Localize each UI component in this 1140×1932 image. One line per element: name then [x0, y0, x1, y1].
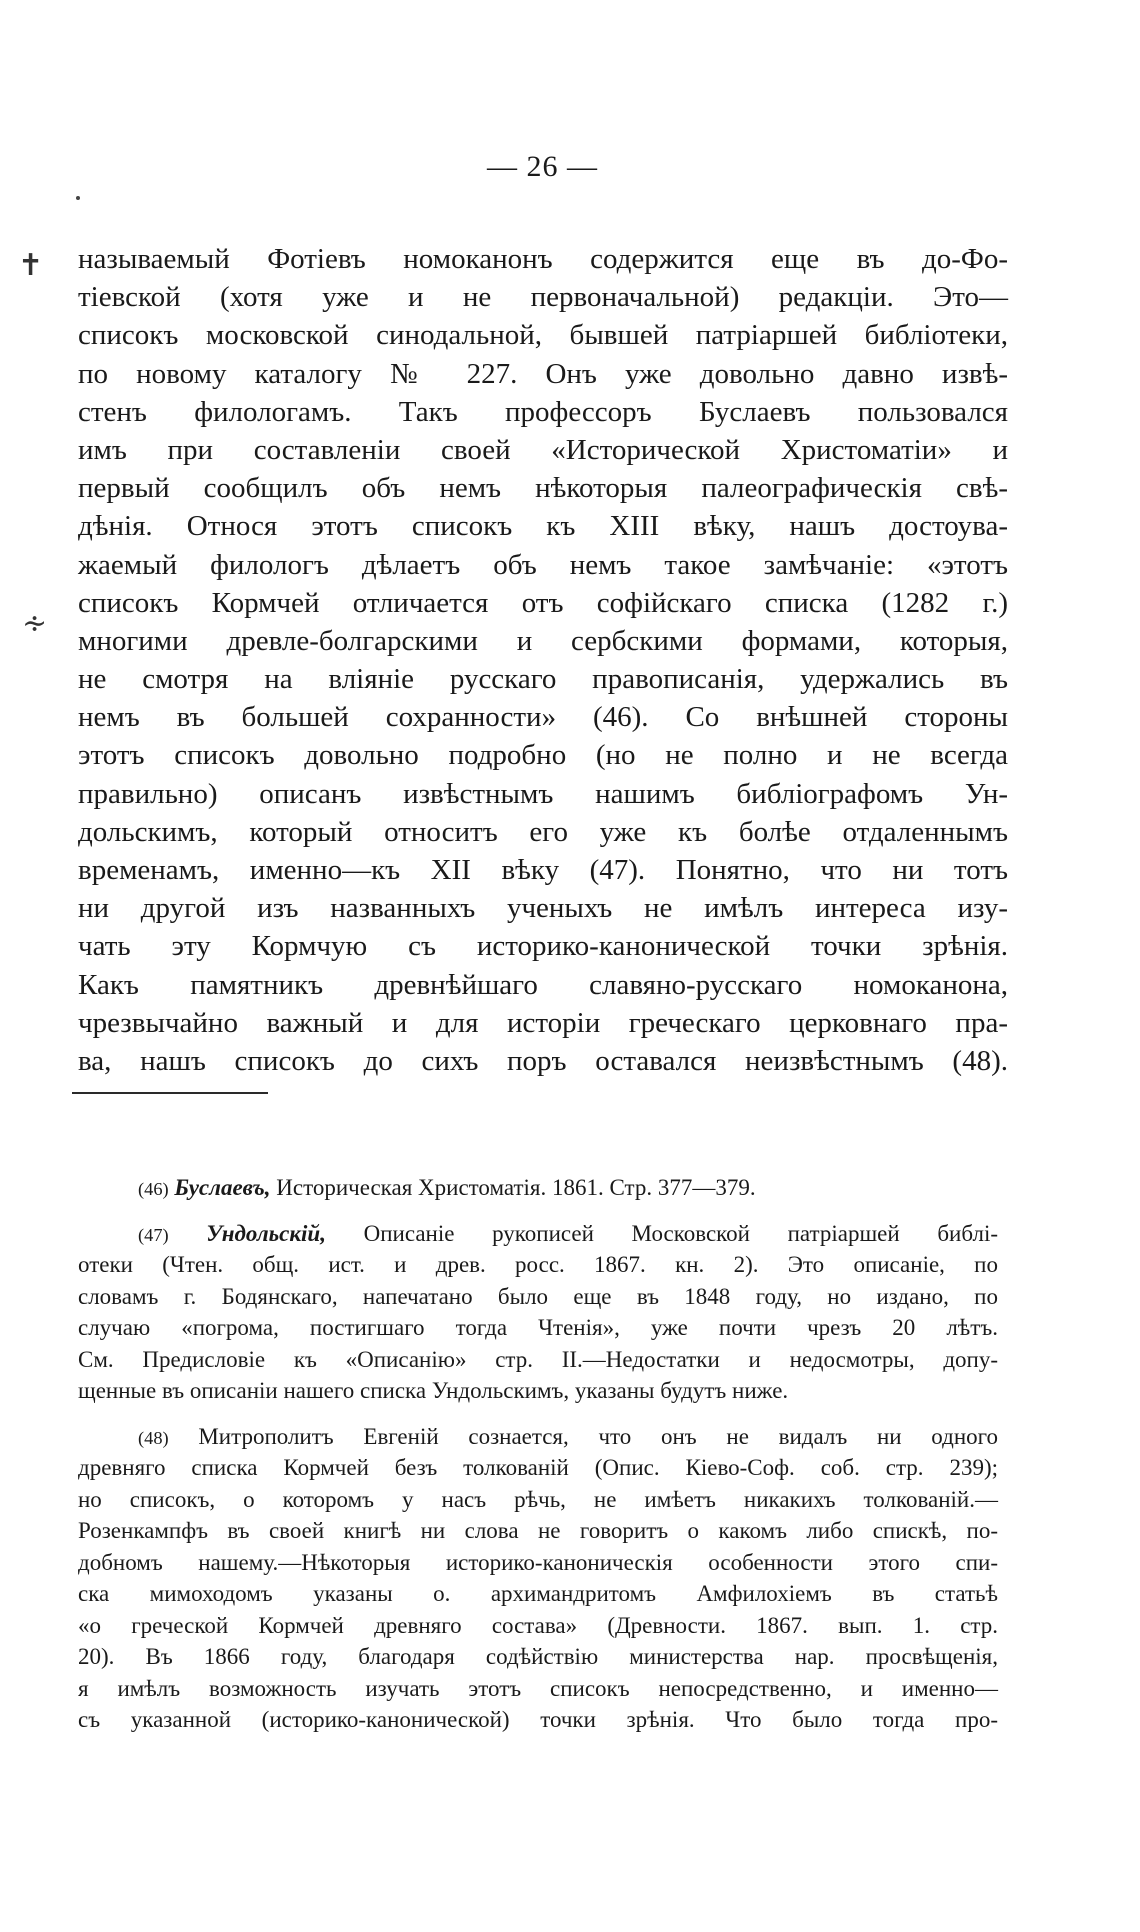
text-line: Какъ памятникъ древнѣйшаго славяно-русскаго номоканона, — [78, 968, 1008, 1001]
main-text — [78, 240, 1008, 1080]
page-number: — 26 — — [487, 150, 598, 183]
text-line: по новому каталогу № 227. Онъ уже довольно давно извѣ- — [78, 357, 1008, 390]
footnote-ref: (47) — [138, 1224, 169, 1245]
footnote-author: Буслаевъ, — [174, 1175, 271, 1200]
text-line: жаемый филологъ дѣлаетъ объ немъ такое замѣчаніе: «этотъ — [78, 548, 1008, 581]
footnote-ref: (46) — [138, 1179, 169, 1199]
footnote-line: добномъ нашему.—Нѣкоторыя историко-каноническія особенности этого спи- — [78, 1549, 998, 1575]
text-line: ни другой изъ названныхъ ученыхъ не имѣлъ интереса изу- — [78, 892, 1008, 925]
text-line: имъ при составленіи своей «Исторической Христоматіи» и — [78, 433, 1008, 466]
footnote-line: я имѣлъ возможность изучать этотъ списокъ непосредственно, и именно— — [78, 1675, 998, 1701]
footnote-line — [78, 1421, 998, 1453]
footnote-line: словамъ г. Бодянскаго, напечатано было еще въ 1848 году, но издано, по — [78, 1283, 998, 1309]
text-line: стенъ филологамъ. Такъ профессоръ Буслаевъ пользовался — [78, 395, 1008, 428]
footnote-text: Митрополитъ Евгеній сознается, что онъ не видалъ ни одного — [198, 1423, 999, 1449]
text-line: дольскимъ, который относитъ его уже къ болѣе отдаленнымъ — [78, 815, 1008, 848]
footnote-line — [78, 1172, 998, 1204]
footnote-line: ска мимоходомъ указаны о. архимандритомъ Амфилохіемъ въ статьѣ — [78, 1581, 998, 1606]
text-line: дѣнія. Относя этотъ списокъ къ XIII вѣку, нашъ достоува- — [78, 510, 1008, 543]
footnote-text: Историческая Христоматія. 1861. Стр. 377—379. — [276, 1175, 756, 1200]
text-line: называемый Фотіевъ номоканонъ содержится еще въ до-Фо- — [78, 243, 1008, 275]
footnote-line: случаю «погрома, постигшаго тогда Чтенія», уже почти чрезъ 20 лѣтъ. — [78, 1315, 998, 1340]
text-line: первый сообщилъ объ немъ нѣкоторыя палеографическія свѣ- — [78, 472, 1008, 505]
footnote-line: съ указанной (историко-канонической) точки зрѣнія. Что было тогда про- — [78, 1707, 998, 1732]
footnote-line: «о греческой Кормчей древняго состава» (Древности. 1867. вып. 1. стр. — [78, 1612, 998, 1638]
footnote-line: 20). Въ 1866 году, благодаря содѣйствію министерства нар. просвѣщенія, — [78, 1644, 998, 1669]
footnote-author: Ундольскій, — [206, 1220, 326, 1246]
text-line: списокъ Кормчей отличается отъ софійскаго списка (1282 г.) — [78, 586, 1008, 619]
footnote-line: См. Предисловіе къ «Описанію» стр. II.—Недостатки и недосмотры, допу- — [78, 1346, 998, 1372]
footnote-line: но списокъ, о которомъ у насъ рѣчь, не имѣетъ никакихъ толкованій.— — [78, 1486, 998, 1512]
text-line: многими древле-болгарскими и сербскими формами, которыя, — [78, 624, 1008, 657]
text-line: временамъ, именно—къ XII вѣку (47). Понятно, что ни тотъ — [78, 854, 1008, 886]
text-line: тіевской (хотя уже и не первоначальной) редакціи. Это— — [78, 281, 1008, 314]
footnote-line: отеки (Чтен. общ. ист. и древ. росс. 1867. кн. 2). Это описаніе, по — [78, 1252, 998, 1277]
text-line: чать эту Кормчую съ историко-канонической точки зрѣнія. — [78, 930, 1008, 963]
text-line: ва, нашъ списокъ до сихъ поръ оставался неизвѣстнымъ (48). — [78, 1044, 1008, 1077]
text-line: правильно) описанъ извѣстнымъ нашимъ библіографомъ Ун- — [78, 777, 1008, 810]
footnote-text: Описаніе рукописей Московской патріаршей библі- — [363, 1220, 999, 1246]
text-line: списокъ московской синодальной, бывшей патріаршей библіотеки, — [78, 319, 1008, 352]
footnotes — [78, 1172, 998, 1750]
footnote-ref: (48) — [138, 1427, 169, 1448]
footnote-line — [78, 1218, 998, 1250]
footnote-48 — [78, 1421, 998, 1736]
margin-squiggle-mark: ∻ — [22, 607, 48, 640]
text-line: не смотря на вліяніе русскаго правописанія, удержались въ — [78, 663, 1008, 696]
footnote-47 — [78, 1218, 998, 1407]
speck — [76, 196, 80, 200]
footnote-46 — [78, 1172, 998, 1204]
text-line: чрезвычайно важный и для исторіи греческаго церковнаго пра- — [78, 1006, 1008, 1039]
text-line: немъ въ большей сохранности» (46). Со внѣшней стороны — [78, 701, 1008, 734]
footnote-line: щенные въ описаніи нашего списка Ундольскимъ, указаны будутъ ниже. — [78, 1378, 789, 1403]
footnote-line: древняго списка Кормчей безъ толкованій (Опис. Кіево-Соф. соб. стр. 239); — [78, 1455, 998, 1480]
margin-cross-mark: ✝ — [18, 249, 44, 282]
text-line: этотъ списокъ довольно подробно (но не полно и не всегда — [78, 739, 1008, 772]
footnote-rule — [72, 1092, 268, 1094]
footnote-line: Розенкампфъ въ своей книгѣ ни слова не говоритъ о какомъ либо спискѣ, по- — [78, 1518, 998, 1543]
